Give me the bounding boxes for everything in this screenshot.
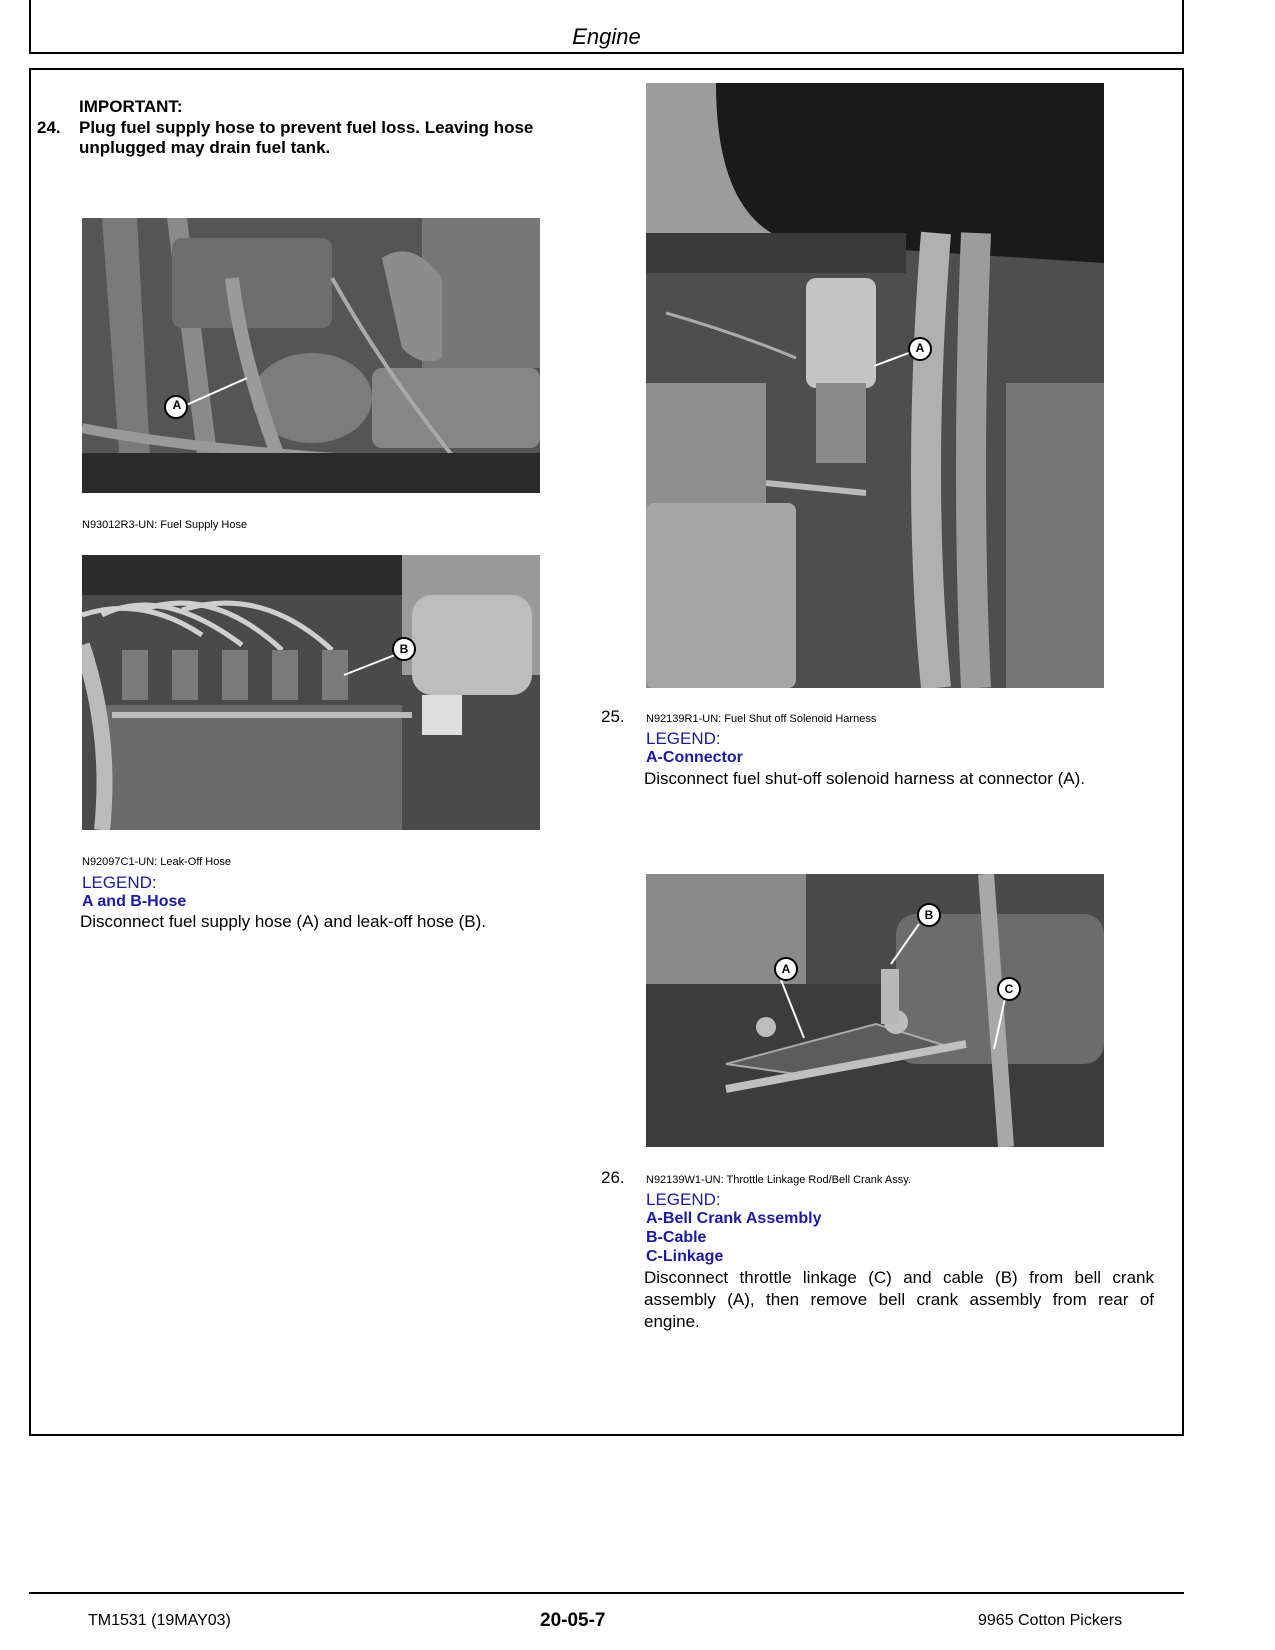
step-24-instruction: Disconnect fuel supply hose (A) and leak-off hose (B).	[80, 912, 487, 931]
legend-title-26: LEGEND:	[646, 1190, 721, 1209]
figure-caption-throttle-linkage: N92139W1-UN: Throttle Linkage Rod/Bell Crank Assy.	[646, 1174, 911, 1186]
step-26-instruction: Disconnect throttle linkage (C) and cable (B) from bell crank assembly (A), then remove bell crank assembly from rear of engine.	[644, 1268, 1154, 1331]
legend-item-linkage: C-Linkage	[646, 1248, 724, 1265]
throttle-linkage-photo	[646, 874, 1104, 1147]
fuel-supply-hose-photo	[82, 218, 540, 493]
callout-a-label-26: A	[781, 962, 791, 976]
figure-caption-leak-off-hose: N92097C1-UN: Leak-Off Hose	[82, 856, 231, 868]
legend-title-25: LEGEND:	[646, 729, 721, 748]
figure-caption-fuel-shutoff: N92139R1-UN: Fuel Shut off Solenoid Harness	[646, 713, 877, 725]
step-24-number: 24.	[37, 118, 61, 137]
callout-c-label-26: C	[1004, 982, 1014, 996]
important-label: IMPORTANT:	[79, 97, 183, 116]
step-24-text-line2: unplugged may drain fuel tank.	[79, 138, 331, 157]
legend-title: LEGEND:	[82, 873, 157, 892]
fuel-shutoff-solenoid-photo	[646, 83, 1104, 688]
footer-product: 9965 Cotton Pickers	[978, 1612, 1123, 1629]
legend-item-cable: B-Cable	[646, 1229, 707, 1246]
step-26-number: 26.	[601, 1168, 625, 1187]
step-24-text-line1: Plug fuel supply hose to prevent fuel loss. Leaving hose	[79, 118, 534, 137]
figure-caption-fuel-supply-hose: N93012R3-UN: Fuel Supply Hose	[82, 519, 248, 531]
footer-doc-code: TM1531 (19MAY03)	[88, 1612, 231, 1629]
step-25-number: 25.	[601, 707, 625, 726]
legend-item-25: A-Connector	[646, 749, 743, 766]
leak-off-hose-photo	[82, 555, 540, 830]
footer-page-number: 20-05-7	[540, 1610, 606, 1631]
step-25-instruction: Disconnect fuel shut-off solenoid harness at connector (A).	[644, 769, 1085, 788]
legend-item: A and B-Hose	[82, 893, 187, 910]
callout-b-label-26: B	[924, 908, 934, 922]
footer-rule	[29, 1592, 1184, 1594]
callout-a-label: A	[172, 398, 182, 412]
page-header-title: Engine	[572, 24, 641, 49]
callout-a-label-25: A	[915, 341, 925, 355]
callout-b-label: B	[399, 642, 409, 656]
legend-item-bell-crank: A-Bell Crank Assembly	[646, 1210, 822, 1227]
